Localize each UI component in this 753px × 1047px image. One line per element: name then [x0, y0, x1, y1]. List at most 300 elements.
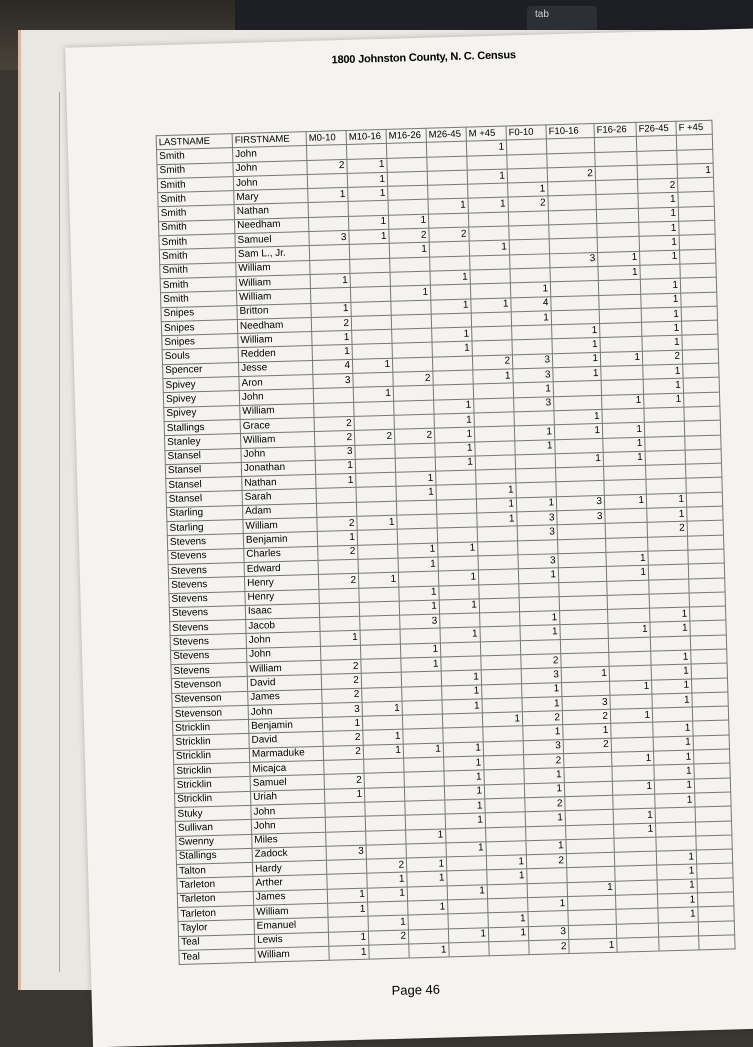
- count-cell: 3: [521, 668, 561, 683]
- lastname-cell: Snipes: [161, 305, 237, 321]
- count-cell: [426, 141, 466, 156]
- count-cell: [397, 528, 437, 543]
- count-cell: [488, 898, 528, 913]
- count-cell: 1: [434, 399, 474, 414]
- open-book: [18, 30, 753, 999]
- count-cell: 1: [311, 302, 351, 317]
- count-cell: 3: [322, 702, 362, 717]
- count-cell: 1: [324, 788, 364, 803]
- count-cell: [558, 538, 606, 554]
- count-cell: [608, 608, 650, 623]
- count-cell: [528, 911, 568, 926]
- count-cell: [477, 526, 517, 541]
- count-cell: [486, 841, 526, 856]
- count-cell: [678, 206, 714, 221]
- count-cell: [360, 630, 400, 645]
- count-cell: [478, 569, 518, 584]
- count-cell: 1: [469, 240, 509, 255]
- count-cell: 1: [606, 565, 648, 580]
- count-cell: 1: [347, 158, 387, 173]
- count-cell: 1: [368, 915, 408, 930]
- count-cell: [394, 400, 434, 415]
- count-cell: 1: [407, 871, 447, 886]
- count-cell: [319, 588, 359, 603]
- count-cell: 3: [512, 354, 552, 369]
- count-cell: 1: [603, 437, 645, 452]
- lastname-cell: Smith: [159, 219, 235, 235]
- count-cell: 1: [446, 842, 486, 857]
- count-cell: [485, 798, 525, 813]
- count-cell: [697, 878, 733, 893]
- count-cell: [682, 335, 718, 350]
- firstname-cell: John: [248, 703, 322, 719]
- count-cell: 2: [321, 659, 361, 674]
- count-cell: [436, 470, 476, 485]
- count-cell: [695, 821, 731, 836]
- count-cell: [387, 157, 427, 172]
- count-cell: [510, 253, 550, 268]
- count-cell: 1: [655, 793, 695, 808]
- count-cell: [565, 795, 613, 811]
- count-cell: 1: [647, 507, 687, 522]
- count-cell: 1: [528, 897, 568, 912]
- count-cell: 1: [348, 215, 388, 230]
- count-cell: [390, 257, 430, 272]
- count-cell: [605, 508, 647, 523]
- count-cell: [484, 755, 524, 770]
- count-cell: 1: [514, 425, 554, 440]
- count-cell: [447, 870, 487, 885]
- count-cell: [562, 681, 610, 697]
- count-cell: 4: [511, 296, 551, 311]
- lastname-cell: Tarleton: [178, 905, 254, 921]
- lastname-cell: Spivey: [164, 405, 240, 421]
- count-cell: [436, 484, 476, 499]
- count-cell: [448, 913, 488, 928]
- count-cell: 1: [598, 251, 640, 266]
- firstname-cell: Uriah: [250, 789, 324, 805]
- count-cell: [555, 438, 603, 454]
- count-cell: 1: [486, 855, 526, 870]
- count-cell: [617, 937, 659, 952]
- count-cell: [387, 171, 427, 186]
- lastname-cell: Stevens: [170, 648, 246, 664]
- count-cell: [471, 312, 511, 327]
- lastname-cell: Sullivan: [175, 820, 251, 836]
- count-cell: [689, 592, 725, 607]
- count-cell: [683, 377, 719, 392]
- count-cell: 1: [367, 872, 407, 887]
- column-header: F26-45: [636, 121, 676, 136]
- count-cell: 1: [352, 358, 392, 373]
- count-cell: [527, 868, 567, 883]
- count-cell: [346, 144, 386, 159]
- count-cell: [558, 567, 606, 583]
- count-cell: [556, 467, 604, 483]
- count-cell: 1: [487, 869, 527, 884]
- count-cell: [659, 936, 699, 951]
- count-cell: 1: [442, 684, 482, 699]
- count-cell: [482, 683, 522, 698]
- count-cell: [475, 440, 515, 455]
- count-cell: [308, 216, 348, 231]
- count-cell: 3: [528, 925, 568, 940]
- lastname-cell: Stanley: [165, 434, 241, 450]
- count-cell: 1: [642, 321, 682, 336]
- count-cell: 1: [641, 293, 681, 308]
- count-cell: 1: [650, 621, 690, 636]
- count-cell: 1: [444, 756, 484, 771]
- count-cell: [691, 649, 727, 664]
- firstname-cell: Samuel: [250, 775, 324, 791]
- count-cell: [568, 910, 616, 926]
- count-cell: 2: [642, 350, 682, 365]
- lastname-cell: Snipes: [162, 334, 238, 350]
- count-cell: 1: [561, 667, 609, 683]
- count-cell: [616, 894, 658, 909]
- lastname-cell: Smith: [160, 262, 236, 278]
- count-cell: 1: [524, 782, 564, 797]
- count-cell: [646, 464, 686, 479]
- count-cell: [686, 478, 722, 493]
- count-cell: 1: [518, 568, 558, 583]
- page-margin-line: [59, 92, 60, 972]
- count-cell: 2: [318, 545, 358, 560]
- count-cell: 2: [307, 159, 347, 174]
- count-cell: 3: [309, 231, 349, 246]
- count-cell: 1: [643, 378, 683, 393]
- count-cell: [601, 380, 643, 395]
- count-cell: [649, 593, 689, 608]
- count-cell: [616, 923, 658, 938]
- count-cell: 2: [522, 711, 562, 726]
- count-cell: 1: [654, 750, 694, 765]
- count-cell: [408, 929, 448, 944]
- count-cell: 1: [473, 369, 513, 384]
- firstname-cell: Samuel: [235, 232, 309, 248]
- count-cell: [307, 173, 347, 188]
- count-cell: [446, 827, 486, 842]
- count-cell: [594, 137, 636, 152]
- count-cell: 2: [526, 854, 566, 869]
- firstname-cell: John: [246, 646, 320, 662]
- count-cell: [392, 328, 432, 343]
- count-cell: 1: [510, 282, 550, 297]
- count-cell: 1: [347, 172, 387, 187]
- count-cell: [361, 658, 401, 673]
- count-cell: 1: [638, 207, 678, 222]
- count-cell: 1: [353, 387, 393, 402]
- count-cell: [430, 256, 470, 271]
- lastname-cell: Stevens: [170, 634, 246, 650]
- firstname-cell: Aron: [239, 375, 313, 391]
- count-cell: [357, 530, 397, 545]
- count-cell: [427, 156, 467, 171]
- count-cell: [550, 266, 598, 282]
- count-cell: 2: [394, 428, 434, 443]
- firstname-cell: Britton: [237, 303, 311, 319]
- lastname-cell: Tarleton: [177, 891, 253, 907]
- count-cell: [648, 536, 688, 551]
- count-cell: [327, 874, 367, 889]
- count-cell: [510, 268, 550, 283]
- count-cell: [474, 426, 514, 441]
- count-cell: [652, 707, 692, 722]
- lastname-cell: Smith: [161, 291, 237, 307]
- count-cell: 1: [444, 785, 484, 800]
- count-cell: 1: [516, 496, 556, 511]
- count-cell: [318, 559, 358, 574]
- count-cell: [693, 720, 729, 735]
- count-cell: 1: [650, 607, 690, 622]
- count-cell: 1: [555, 452, 603, 468]
- count-cell: [485, 812, 525, 827]
- count-cell: [682, 349, 718, 364]
- count-cell: 1: [610, 708, 652, 723]
- count-cell: 1: [447, 885, 487, 900]
- count-cell: 1: [431, 299, 471, 314]
- lastname-cell: Starling: [167, 520, 243, 536]
- count-cell: 1: [508, 182, 548, 197]
- count-cell: 2: [311, 316, 351, 331]
- count-cell: 1: [569, 938, 617, 954]
- firstname-cell: Needham: [237, 317, 311, 333]
- count-cell: 1: [439, 599, 479, 614]
- firstname-cell: Benjamin: [243, 532, 317, 548]
- count-cell: [597, 237, 639, 252]
- count-cell: 1: [610, 680, 652, 695]
- count-cell: [474, 398, 514, 413]
- count-cell: 1: [677, 163, 713, 178]
- count-cell: [549, 224, 597, 240]
- count-cell: [350, 287, 390, 302]
- count-cell: [560, 609, 608, 625]
- count-cell: [472, 326, 512, 341]
- count-cell: 1: [400, 643, 440, 658]
- census-page: [65, 28, 753, 1047]
- count-cell: [559, 595, 607, 611]
- count-cell: [649, 579, 689, 594]
- count-cell: [616, 908, 658, 923]
- count-cell: [508, 211, 548, 226]
- count-cell: 1: [567, 881, 615, 897]
- count-cell: [645, 436, 685, 451]
- count-cell: [695, 792, 731, 807]
- count-cell: [320, 616, 360, 631]
- count-cell: [362, 687, 402, 702]
- firstname-cell: Nathan: [234, 203, 308, 219]
- lastname-cell: Spencer: [163, 362, 239, 378]
- count-cell: [386, 143, 426, 158]
- count-cell: 1: [327, 888, 367, 903]
- count-cell: [478, 555, 518, 570]
- count-cell: [699, 935, 735, 950]
- count-cell: [512, 339, 552, 354]
- count-cell: 2: [323, 745, 363, 760]
- count-cell: [405, 814, 445, 829]
- count-cell: [433, 370, 473, 385]
- count-cell: 1: [442, 699, 482, 714]
- firstname-cell: John: [251, 818, 325, 834]
- count-cell: [473, 383, 513, 398]
- count-cell: [693, 749, 729, 764]
- firstname-cell: Marmaduke: [249, 746, 323, 762]
- count-cell: [443, 727, 483, 742]
- count-cell: [604, 480, 646, 495]
- count-cell: [648, 564, 688, 579]
- count-cell: [602, 408, 644, 423]
- count-cell: [644, 407, 684, 422]
- count-cell: 1: [646, 493, 686, 508]
- count-cell: 1: [612, 751, 654, 766]
- count-cell: 1: [401, 657, 441, 672]
- count-cell: [684, 392, 720, 407]
- count-cell: [467, 155, 507, 170]
- firstname-cell: James: [248, 689, 322, 705]
- count-cell: [428, 184, 468, 199]
- count-cell: 1: [476, 483, 516, 498]
- count-cell: [688, 549, 724, 564]
- count-cell: [681, 306, 717, 321]
- count-cell: [507, 153, 547, 168]
- count-cell: 1: [600, 351, 642, 366]
- firstname-cell: Jonathan: [241, 460, 315, 476]
- count-cell: [354, 415, 394, 430]
- lastname-cell: Stansel: [165, 448, 241, 464]
- count-cell: 2: [314, 416, 354, 431]
- count-cell: 3: [313, 373, 353, 388]
- count-cell: [516, 468, 556, 483]
- count-cell: 1: [522, 697, 562, 712]
- firstname-cell: Redden: [238, 346, 312, 362]
- firstname-cell: James: [253, 889, 327, 905]
- count-cell: [351, 315, 391, 330]
- lastname-cell: Stricklin: [174, 777, 250, 793]
- count-cell: 2: [562, 709, 610, 725]
- count-cell: 1: [322, 716, 362, 731]
- lastname-cell: Stansel: [166, 477, 242, 493]
- count-cell: [353, 372, 393, 387]
- count-cell: 1: [406, 857, 446, 872]
- count-cell: [615, 866, 657, 881]
- count-cell: [648, 550, 688, 565]
- count-cell: 2: [547, 166, 595, 182]
- count-cell: 1: [552, 324, 600, 340]
- count-cell: 1: [363, 730, 403, 745]
- count-cell: [509, 239, 549, 254]
- count-cell: 1: [554, 424, 602, 440]
- column-header: M10-16: [346, 129, 386, 144]
- count-cell: [400, 628, 440, 643]
- count-cell: 3: [562, 695, 610, 711]
- lastname-cell: Stansel: [165, 462, 241, 478]
- count-cell: 1: [432, 327, 472, 342]
- count-cell: 1: [614, 823, 656, 838]
- count-cell: [684, 406, 720, 421]
- count-cell: [480, 626, 520, 641]
- count-cell: [596, 180, 638, 195]
- count-cell: [609, 651, 651, 666]
- count-cell: [526, 825, 566, 840]
- count-cell: 1: [443, 742, 483, 757]
- count-cell: [432, 356, 472, 371]
- count-cell: [607, 594, 649, 609]
- count-cell: 1: [488, 912, 528, 927]
- lastname-cell: Stricklin: [173, 748, 249, 764]
- count-cell: [407, 886, 447, 901]
- lastname-cell: Stricklin: [172, 720, 248, 736]
- count-cell: [483, 741, 523, 756]
- count-cell: [698, 921, 734, 936]
- count-cell: [606, 537, 648, 552]
- count-cell: 1: [468, 197, 508, 212]
- lastname-cell: Stevens: [171, 662, 247, 678]
- firstname-cell: Henry: [244, 575, 318, 591]
- count-cell: 3: [518, 554, 558, 569]
- lastname-cell: Stevens: [169, 605, 245, 621]
- count-cell: 1: [520, 611, 560, 626]
- count-cell: 1: [639, 236, 679, 251]
- firstname-cell: Miles: [252, 832, 326, 848]
- count-cell: [356, 501, 396, 516]
- count-cell: 2: [366, 858, 406, 873]
- count-cell: [468, 183, 508, 198]
- count-cell: 3: [513, 368, 553, 383]
- count-cell: [310, 288, 350, 303]
- count-cell: [395, 457, 435, 472]
- tab-key: tab: [527, 6, 597, 34]
- count-cell: 1: [348, 187, 388, 202]
- count-cell: [564, 752, 612, 768]
- count-cell: [650, 636, 690, 651]
- firstname-cell: John: [232, 146, 306, 162]
- count-cell: [604, 465, 646, 480]
- count-cell: [556, 481, 604, 497]
- count-cell: 3: [514, 396, 554, 411]
- firstname-cell: William: [254, 903, 328, 919]
- count-cell: 1: [657, 879, 697, 894]
- count-cell: [565, 810, 613, 826]
- count-cell: [655, 807, 695, 822]
- count-cell: 1: [654, 764, 694, 779]
- count-cell: [613, 794, 655, 809]
- count-cell: [564, 781, 612, 797]
- count-cell: [697, 863, 733, 878]
- count-cell: [359, 587, 399, 602]
- count-cell: [431, 313, 471, 328]
- count-cell: 1: [657, 893, 697, 908]
- count-cell: [595, 165, 637, 180]
- count-cell: [566, 824, 614, 840]
- count-cell: [368, 901, 408, 916]
- count-cell: 1: [477, 512, 517, 527]
- count-cell: [609, 665, 651, 680]
- count-cell: 1: [598, 265, 640, 280]
- count-cell: 1: [522, 682, 562, 697]
- count-cell: 1: [444, 770, 484, 785]
- count-cell: [520, 639, 560, 654]
- count-cell: 1: [641, 307, 681, 322]
- count-cell: [405, 800, 445, 815]
- count-cell: [449, 942, 489, 957]
- firstname-cell: William: [238, 332, 312, 348]
- count-cell: [680, 263, 716, 278]
- firstname-cell: Lewis: [254, 932, 328, 948]
- count-cell: 1: [328, 931, 368, 946]
- count-cell: [358, 544, 398, 559]
- count-cell: [611, 737, 653, 752]
- count-cell: 1: [657, 864, 697, 879]
